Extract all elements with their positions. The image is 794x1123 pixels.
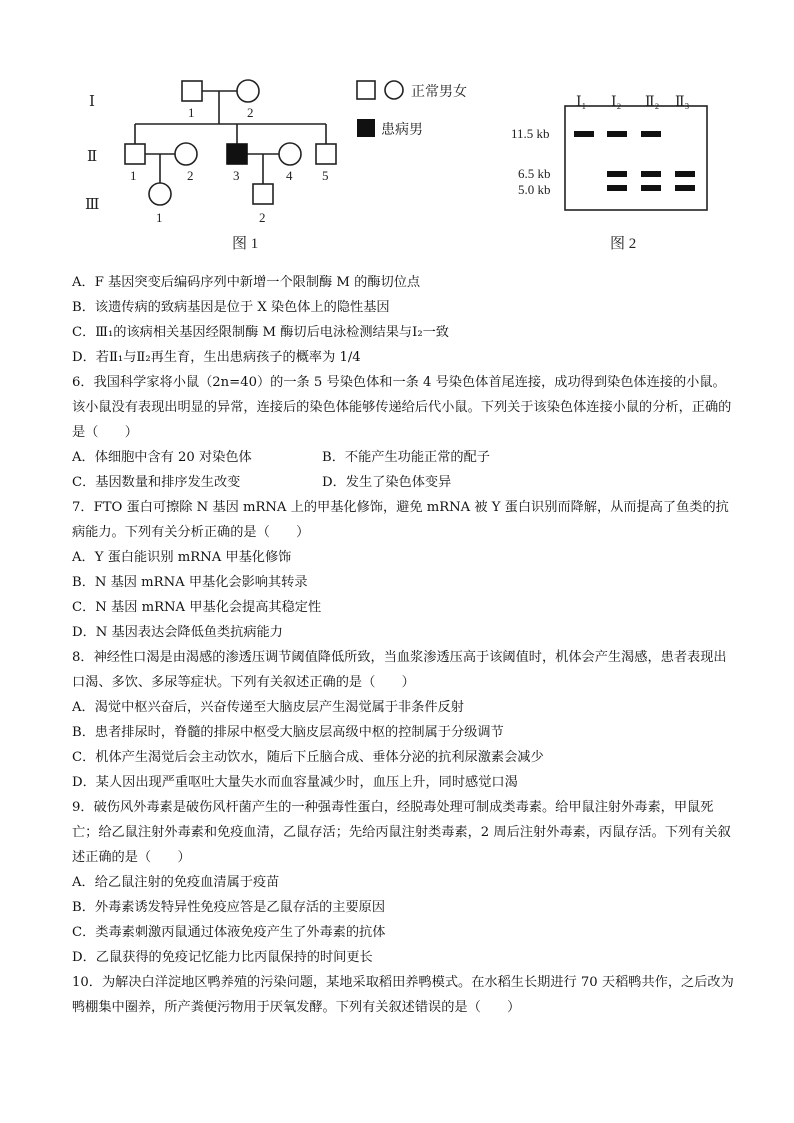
pedigree-number: 4 (286, 168, 293, 183)
q8-option-a: A．渴觉中枢兴奋后，兴奋传递至大脑皮层产生渴觉属于非条件反射 (72, 700, 464, 715)
q9-option-d: D．乙鼠获得的免疫记忆能力比丙鼠保持的时间更长 (72, 950, 373, 965)
pedigree-III2-male (253, 184, 273, 204)
q6-option-b: B．不能产生功能正常的配子 (322, 450, 490, 465)
q7-option-a: A．Y 蛋白能识别 mRNA 甲基化修饰 (72, 550, 292, 565)
pedigree-II5-male (316, 144, 336, 164)
pedigree-number: 5 (322, 168, 329, 183)
gel-band (675, 171, 695, 177)
gel-size-label: 5.0 kb (518, 182, 551, 197)
gel-lane-label: Ⅰ₁ (576, 95, 587, 110)
q9-option-c: C．类毒素刺激丙鼠通过体液免疫产生了外毒素的抗体 (72, 925, 386, 940)
gel-lane-label: Ⅰ₂ (611, 95, 622, 110)
q10-stem: 10．为解决白洋淀地区鸭养殖的污染问题，某地采取稻田养鸭模式。在水稻生长期进行 70 天稻鸭共作，之后改为鸭棚集中圈养，所产粪便污物用于厌氧发酵。下列有关叙述错误的是（ ） (72, 975, 734, 1015)
generation-label-III: Ⅲ (85, 197, 100, 213)
legend-affected-label: 患病男 (381, 123, 423, 138)
pedigree-III1-female (149, 183, 171, 205)
q9-option-b: B．外毒素诱发特异性免疫应答是乙鼠存活的主要原因 (72, 900, 386, 915)
q7-option-d: D．N 基因表达会降低鱼类抗病能力 (72, 625, 283, 640)
legend-normal-male-square (357, 81, 375, 99)
gel-size-label: 6.5 kb (518, 166, 551, 181)
pedigree-number: 1 (156, 210, 163, 225)
q8-option-d: D．某人因出现严重呕吐大量失水而血容量减少时，血压上升，同时感觉口渴 (72, 775, 518, 790)
figure-1-caption: 图 1 (232, 236, 259, 252)
q7-option-b: B．N 基因 mRNA 甲基化会影响其转录 (72, 575, 308, 590)
pedigree-I2-female (237, 80, 259, 102)
q9-stem: 9．破伤风外毒素是破伤风杆菌产生的一种强毒性蛋白，经脱毒处理可制成类毒素。给甲鼠注射外毒素，甲鼠死亡；给乙鼠注射外毒素和免疫血清，乙鼠存活；先给丙鼠注射类毒素，2 周后注射外毒素，丙鼠存活。下列有关叙述正确的是（ ） (72, 800, 731, 865)
q6-option-c: C．基因数量和排序发生改变 (72, 475, 241, 490)
q6-option-a: A．体细胞中含有 20 对染色体 (72, 450, 252, 465)
q6-options-row-2 (72, 470, 736, 495)
question-content (72, 270, 736, 1020)
legend-normal-label: 正常男女 (411, 85, 467, 100)
pedigree-I1-male (182, 81, 202, 101)
pedigree-number: 2 (259, 210, 266, 225)
gel-band (607, 185, 627, 191)
q9-option-a: A．给乙鼠注射的免疫血清属于疫苗 (72, 875, 280, 890)
q8-stem: 8．神经性口渴是由渴感的渗透压调节阈值降低所致，当血浆渗透压高于该阈值时，机体会产生渴感，患者表现出口渴、多饮、多尿等症状。下列有关叙述正确的是（ ） (72, 650, 727, 690)
gel-lane-label: Ⅱ₂ (645, 95, 660, 110)
legend-normal-female-circle (385, 81, 403, 99)
gel-band (607, 131, 627, 137)
pedigree-number: 1 (130, 168, 137, 183)
gel-band (675, 185, 695, 191)
gel-lane-label: Ⅱ₃ (675, 95, 690, 110)
generation-label-II: Ⅱ (87, 149, 98, 165)
pedigree-II2-female (175, 143, 197, 165)
pedigree-II1-male (125, 144, 145, 164)
pedigree-II3-affected-male (227, 144, 247, 164)
pedigree-lines (135, 91, 326, 184)
gel-band (641, 131, 661, 137)
q5-option-b: B．该遗传病的致病基因是位于 X 染色体上的隐性基因 (72, 300, 390, 315)
q8-option-b: B．患者排尿时，脊髓的排尿中枢受大脑皮层高级中枢的控制属于分级调节 (72, 725, 504, 740)
pedigree-number: 1 (188, 105, 195, 120)
gel-band (641, 185, 661, 191)
q5-option-d: D．若Ⅱ₁与Ⅱ₂再生育，生出患病孩子的概率为 1/4 (72, 350, 361, 365)
pedigree-II4-female (279, 143, 301, 165)
q6-option-d: D．发生了染色体变异 (322, 475, 452, 490)
q7-option-c: C．N 基因 mRNA 甲基化会提高其稳定性 (72, 600, 322, 615)
figure-2-caption: 图 2 (610, 236, 637, 252)
q6-options-row-1 (72, 445, 736, 470)
gel-band (641, 171, 661, 177)
gel-size-label: 11.5 kb (511, 126, 550, 141)
q5-option-c: C．Ⅲ₁的该病相关基因经限制酶 M 酶切后电泳检测结果与Ⅰ₂一致 (72, 325, 449, 340)
figure-area (75, 62, 735, 262)
legend-affected-male-square (357, 119, 375, 137)
q7-stem: 7．FTO 蛋白可擦除 N 基因 mRNA 上的甲基化修饰，避免 mRNA 被 Y 蛋白识别而降解，从而提高了鱼类的抗病能力。下列有关分析正确的是（ ） (72, 500, 729, 540)
pedigree-number: 2 (247, 105, 254, 120)
pedigree-number: 2 (187, 168, 194, 183)
gel-band (607, 171, 627, 177)
q6-stem: 6．我国科学家将小鼠（2n=40）的一条 5 号染色体和一条 4 号染色体首尾连接，成功得到染色体连接的小鼠。该小鼠没有表现出明显的异常，连接后的染色体能够传递给后代小鼠。下列关于该染色体连接小鼠的分析，正确的是（ ） (72, 375, 732, 440)
genetics-figure (75, 62, 735, 262)
q8-option-c: C．机体产生渴觉后会主动饮水，随后下丘脑合成、垂体分泌的抗利尿激素会减少 (72, 750, 544, 765)
gel-frame (565, 106, 707, 210)
gel-band (574, 131, 594, 137)
q5-option-a: A．F 基因突变后编码序列中新增一个限制酶 M 的酶切位点 (72, 275, 421, 290)
generation-label-I: Ⅰ (89, 94, 95, 110)
pedigree-number: 3 (233, 168, 240, 183)
